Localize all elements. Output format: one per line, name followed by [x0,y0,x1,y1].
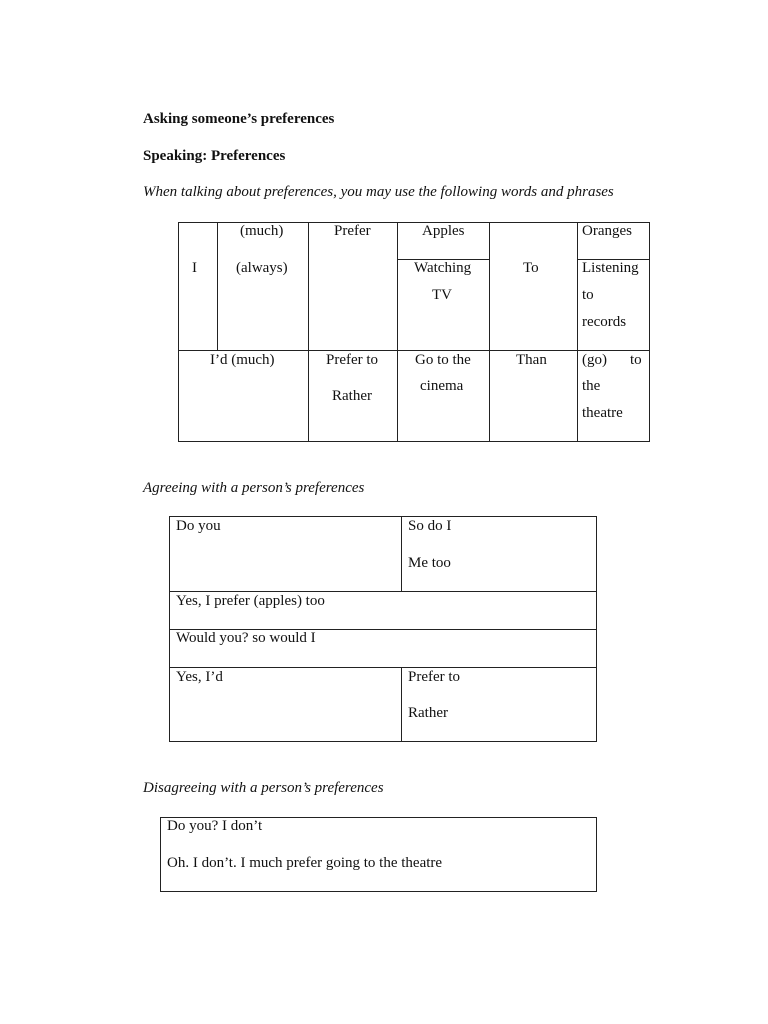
agreeing-table-grid [169,516,597,742]
cell-cinema: cinema [420,378,464,394]
agreeing-table [169,516,597,742]
cell-i: I [192,260,197,276]
table-grid [178,222,650,442]
cell-do-you: Do you [176,518,221,534]
cell-apples: Apples [422,223,465,239]
cell-theatre: theatre [582,405,623,421]
cell-rather: Rather [332,388,372,404]
cell-than: Than [516,352,547,368]
cell-would-you: Would you? so would I [176,630,316,646]
cell-rather-2: Rather [408,705,448,721]
cell-so-do-i: So do I [408,518,452,534]
cell-id-much: I’d (much) [210,352,275,368]
cell-listening: Listening [582,260,639,276]
heading-agreeing: Agreeing with a person’s preferences [143,480,365,496]
cell-watching: Watching [414,260,472,276]
cell-tv: TV [432,287,452,303]
heading-disagreeing: Disagreeing with a person’s preferences [143,780,384,796]
cell-prefer: Prefer [334,223,371,239]
cell-prefer-to-2: Prefer to [408,669,461,685]
cell-yes-id: Yes, I’d [176,669,223,685]
cell-oh-i-dont: Oh. I don’t. I much prefer going to the theatre [167,855,443,871]
cell-go-to: to [630,352,642,368]
cell-yes-prefer: Yes, I prefer (apples) too [176,593,325,609]
cell-listening-to: to [582,287,594,303]
cell-oranges: Oranges [582,223,632,239]
cell-to: To [523,260,539,276]
cell-go: (go) [582,352,607,368]
cell-records: records [582,314,627,330]
cell-prefer-to: Prefer to [326,352,379,368]
heading-asking: Asking someone’s preferences [143,111,335,127]
disagreeing-table [160,817,597,892]
cell-do-you-i-dont: Do you? I don’t [167,818,263,834]
cell-much: (much) [240,223,284,239]
cell-me-too: Me too [408,555,451,571]
cell-always: (always) [236,260,288,276]
cell-go-to-the: Go to the [415,352,471,368]
preferences-table [178,222,650,442]
intro-text: When talking about preferences, you may use the following words and phrases [143,184,614,200]
heading-speaking: Speaking: Preferences [143,148,286,164]
cell-the: the [582,378,601,394]
